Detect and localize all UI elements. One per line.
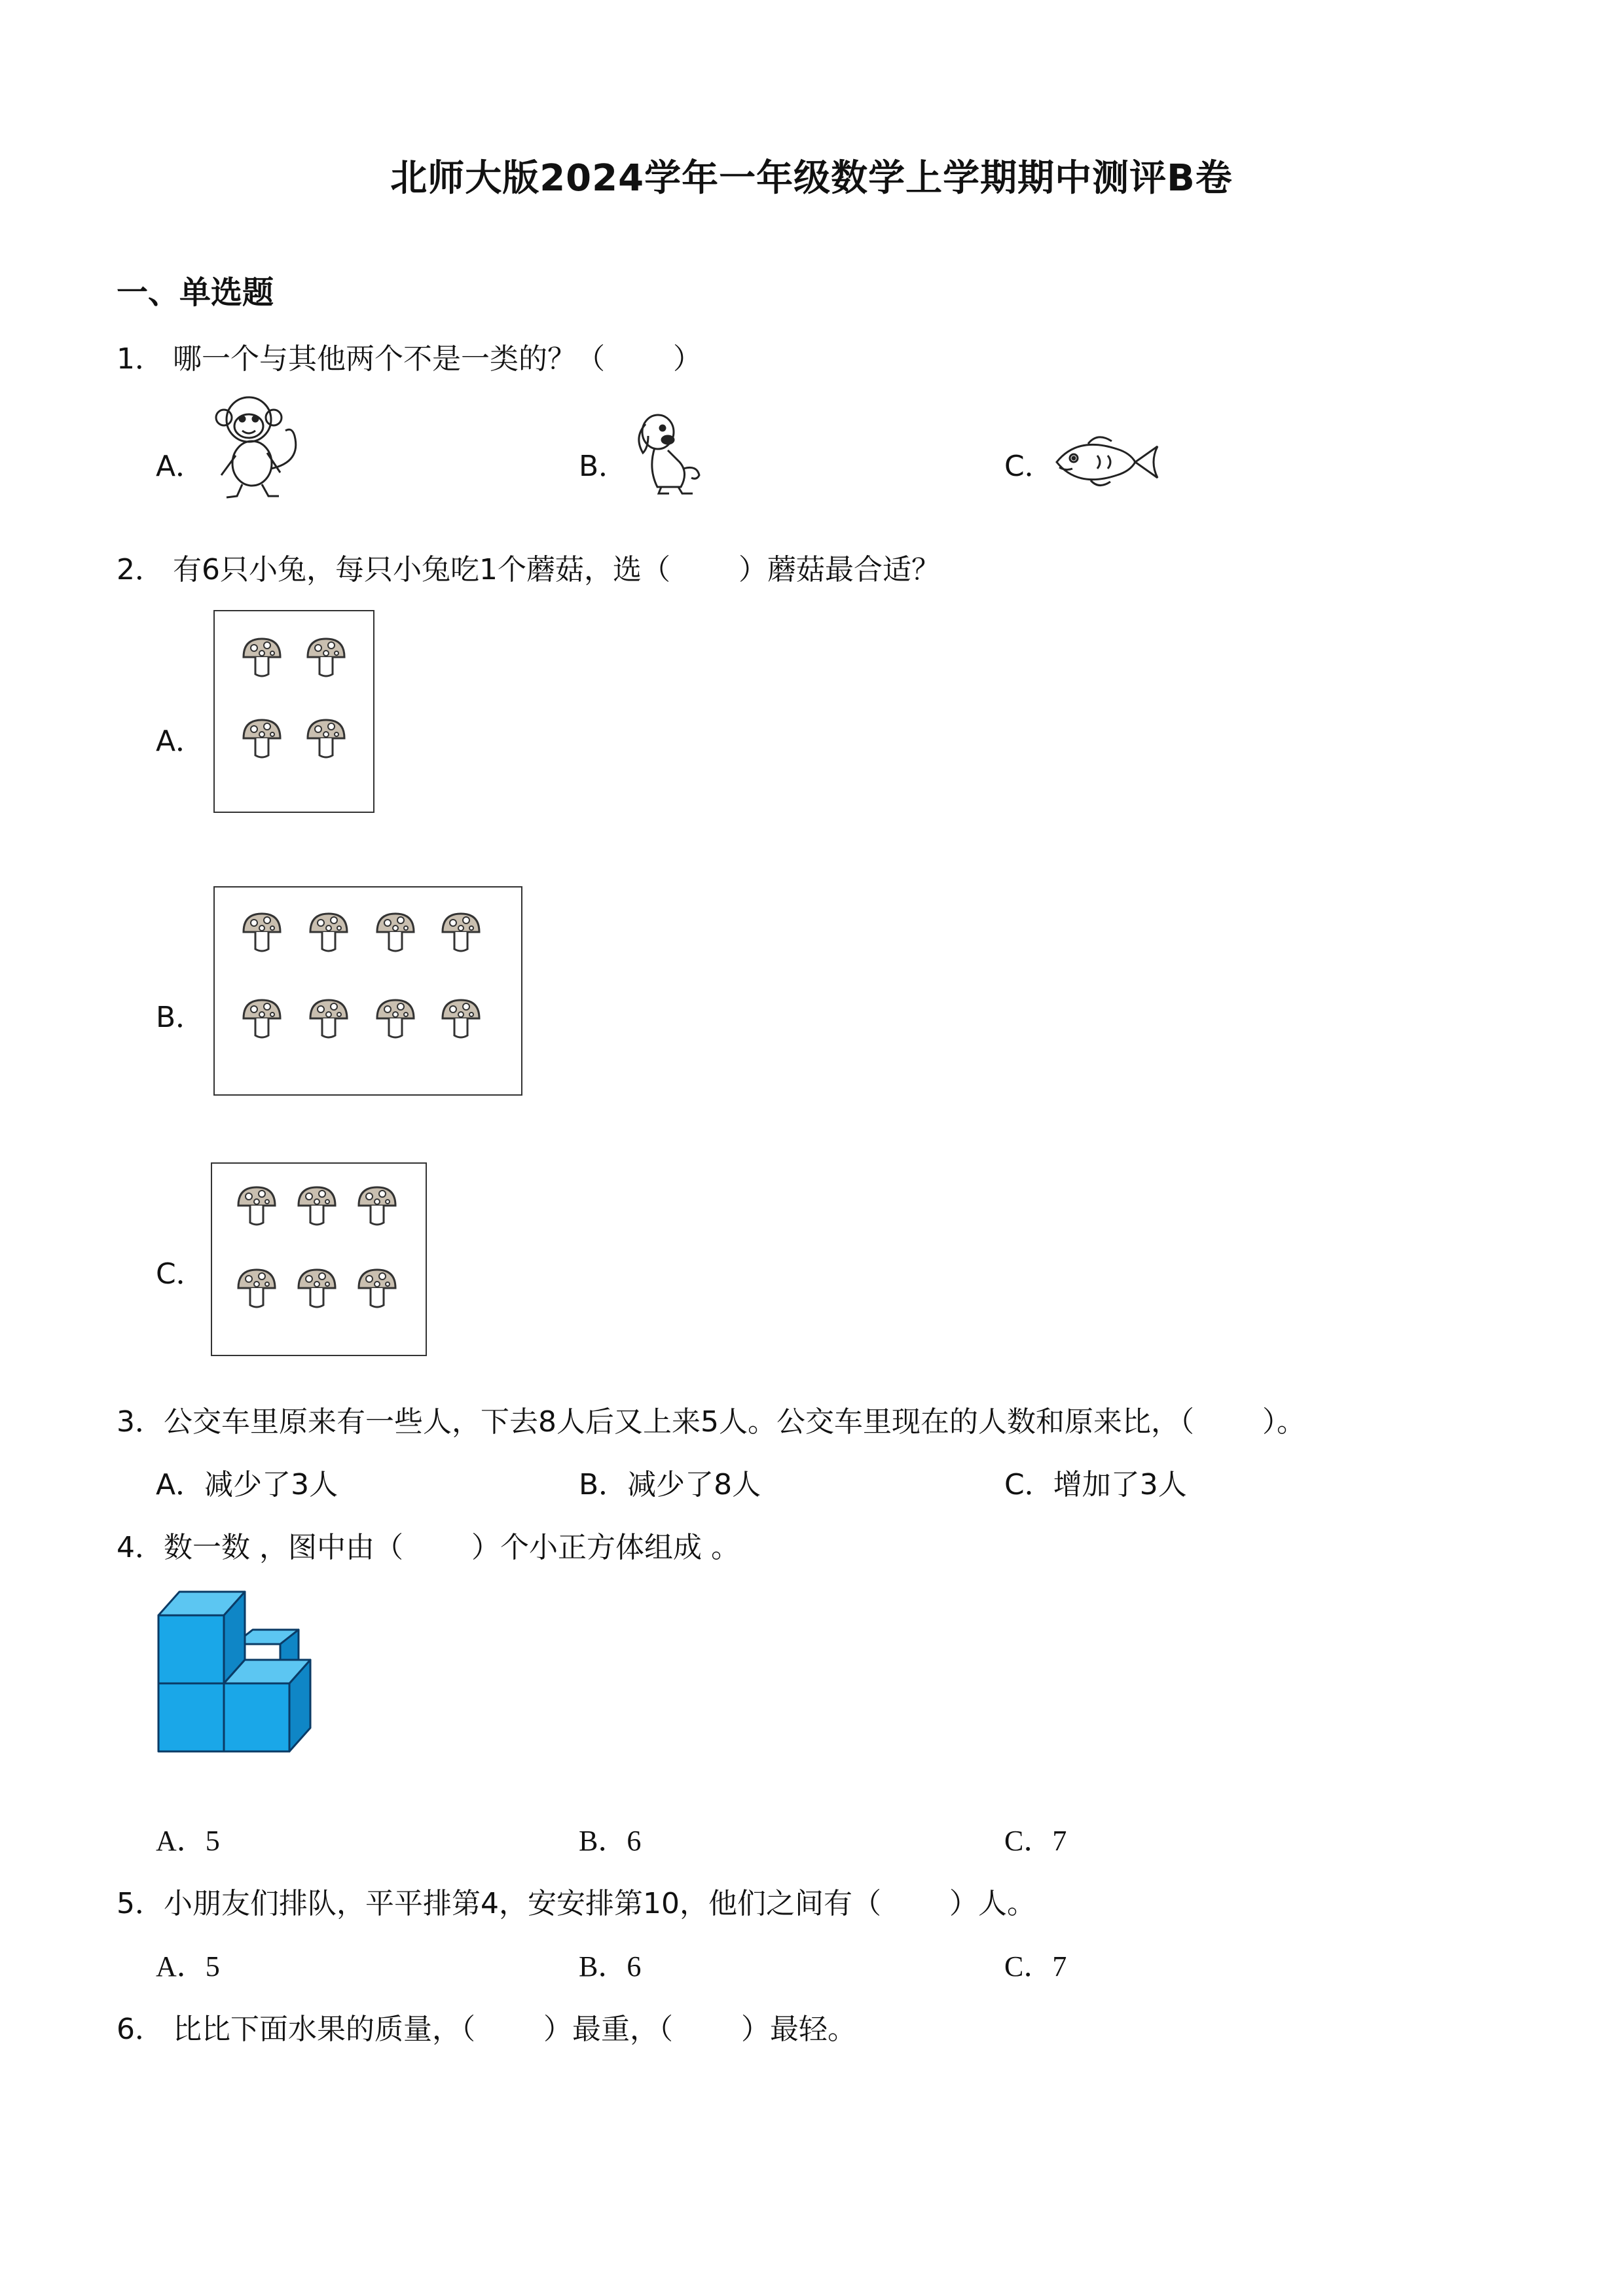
option-text: 减少了8人 <box>627 1468 761 1501</box>
option-b[interactable] <box>579 1943 641 1984</box>
option-text: 5 <box>205 1825 220 1857</box>
option-label[interactable]: C． <box>1004 450 1053 483</box>
mushroom-icon <box>244 639 280 676</box>
question-text: 有6只小兔，每只小兔吃1个蘑菇，选（ <box>173 553 670 586</box>
option-text: 增加了3人 <box>1053 1468 1187 1501</box>
mushroom-icon <box>310 1000 347 1037</box>
question-text-middle: ）最重，（ <box>543 2013 673 2046</box>
mushroom-icon <box>299 1187 335 1225</box>
question-number: 6． <box>117 2013 164 2046</box>
option-label[interactable]: B． <box>156 1001 205 1034</box>
question-text-end: ）个小正方体组成 。 <box>471 1531 740 1564</box>
option-a[interactable] <box>156 1943 220 1984</box>
option-label: A． <box>156 1468 205 1501</box>
option-a[interactable] <box>156 1461 338 1503</box>
mushroom-icon <box>244 914 280 951</box>
mushroom-icon <box>238 1270 275 1307</box>
option-label: C． <box>1004 1950 1053 1982</box>
option-text: 6 <box>627 1950 642 1982</box>
option-label[interactable]: C． <box>156 1257 205 1291</box>
question-3 <box>117 1398 1305 1440</box>
option-label: B． <box>579 1950 627 1982</box>
option-b[interactable] <box>579 1461 761 1503</box>
option-label[interactable]: A． <box>156 725 205 758</box>
option-text: 减少了3人 <box>204 1468 338 1501</box>
mushroom-icon <box>310 914 347 951</box>
question-5 <box>117 1880 1036 1922</box>
question-6 <box>117 2005 856 2047</box>
mushroom-icon <box>238 1187 275 1225</box>
option-label: C． <box>1004 1825 1053 1857</box>
mushroom-icon <box>377 1000 414 1037</box>
section-heading: 一、单选题 <box>117 274 274 311</box>
option-label: B． <box>579 1825 627 1857</box>
question-text: 哪一个与其他两个不是一类的？（ <box>173 342 605 376</box>
fish-icon <box>1051 429 1164 495</box>
question-number: 3． <box>117 1405 164 1439</box>
question-number: 1． <box>117 342 164 376</box>
option-a[interactable] <box>156 1817 220 1859</box>
mushroom-icon <box>299 1270 335 1307</box>
mushroom-icon <box>443 1000 479 1037</box>
mushroom-icon <box>359 1270 395 1307</box>
option-text: 7 <box>1052 1950 1067 1982</box>
question-text-end: ）蘑菇最合适？ <box>739 553 940 586</box>
mushroom-group <box>211 1162 427 1356</box>
question-number: 5． <box>117 1887 164 1920</box>
mushroom-icon <box>244 1000 280 1037</box>
monkey-icon <box>203 390 308 501</box>
option-text: 5 <box>205 1950 220 1982</box>
question-text: 小朋友们排队，平平排第4，安安排第10，他们之间有（ <box>164 1887 881 1920</box>
mushroom-icon <box>377 914 414 951</box>
option-c[interactable] <box>1004 1461 1187 1503</box>
question-text: 公交车里原来有一些人，下去8人后又上来5人。公交车里现在的人数和原来比，（ <box>164 1405 1194 1439</box>
option-c[interactable] <box>1004 1817 1067 1859</box>
option-label: C． <box>1004 1468 1053 1501</box>
question-text: 数一数 ，图中由（ <box>164 1531 403 1564</box>
mushroom-icon <box>443 914 479 951</box>
question-4 <box>117 1524 740 1566</box>
question-1 <box>117 335 702 377</box>
option-label: B． <box>579 1468 628 1501</box>
option-label[interactable]: B． <box>579 450 628 483</box>
mushroom-icon <box>244 720 280 757</box>
option-label: A． <box>156 1825 206 1857</box>
option-b[interactable] <box>579 1817 641 1859</box>
dog-icon <box>629 410 714 498</box>
question-2 <box>117 546 940 588</box>
cube-figure <box>156 1588 339 1758</box>
question-text-end: ） <box>673 342 702 376</box>
question-text-end: ）人。 <box>949 1887 1036 1920</box>
option-label: A． <box>156 1950 206 1982</box>
question-text: 比比下面水果的质量，（ <box>173 2013 475 2046</box>
mushroom-icon <box>359 1187 395 1225</box>
mushroom-group <box>213 610 374 813</box>
question-text-end: ）最轻。 <box>741 2013 856 2046</box>
option-text: 7 <box>1052 1825 1067 1857</box>
option-c[interactable] <box>1004 1943 1067 1984</box>
mushroom-icon <box>308 639 344 676</box>
question-text-end: ）。 <box>1262 1405 1305 1439</box>
question-number: 2． <box>117 553 164 586</box>
mushroom-icon <box>308 720 344 757</box>
option-label[interactable]: A． <box>156 450 205 483</box>
mushroom-group <box>213 886 522 1096</box>
page-title: 北师大版2024学年一年级数学上学期期中测评B卷 <box>390 157 1233 200</box>
option-text: 6 <box>627 1825 642 1857</box>
question-number: 4． <box>117 1531 164 1564</box>
